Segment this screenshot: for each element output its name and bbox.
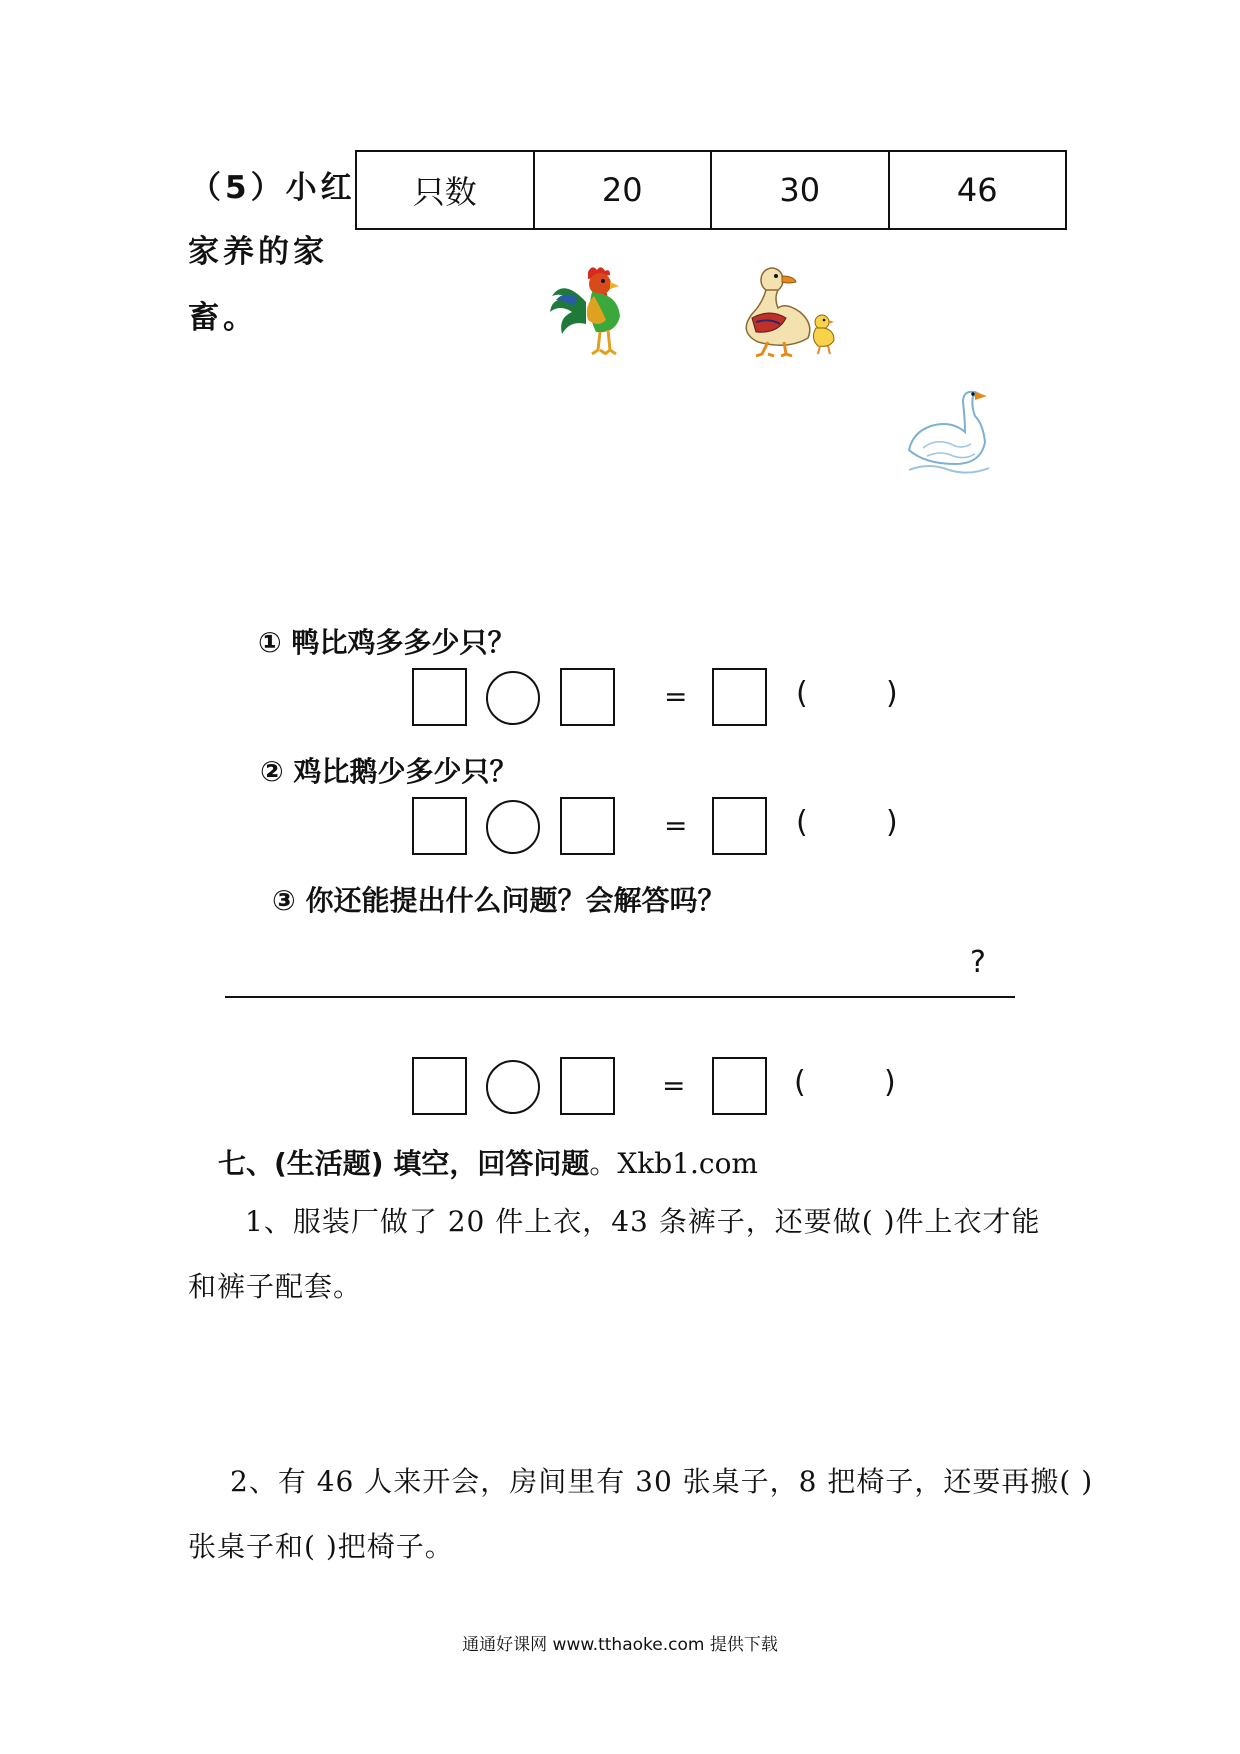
answer-box[interactable] — [412, 797, 467, 855]
question-mark: ? — [970, 945, 986, 980]
answer-line[interactable] — [225, 996, 1015, 998]
equation-row-3 — [412, 1055, 932, 1119]
answer-box[interactable] — [560, 668, 615, 726]
unit-paren-close: ) — [886, 805, 898, 840]
equation-row-1 — [412, 666, 932, 730]
problem-2-line-1: 2、有 46 人来开会，房间里有 30 张桌子，8 把椅子，还要再搬( ) — [230, 1465, 1094, 1498]
answer-box[interactable] — [412, 668, 467, 726]
equals-sign: = — [662, 1069, 686, 1102]
section7-title-bold: 七、(生活题) 填空，回答问题 — [218, 1147, 590, 1180]
unit-paren-close: ) — [886, 676, 898, 711]
equation-row-2 — [412, 795, 932, 859]
section5-line-2: 家养的家 — [188, 234, 328, 270]
equals-sign: = — [664, 680, 688, 713]
table-cell-label: 只数 — [356, 151, 534, 229]
table-row — [356, 151, 1066, 229]
section5-line-3: 畜。 — [188, 300, 258, 336]
table-cell-chicken: 20 — [534, 151, 712, 229]
problem-1-line-2: 和裤子配套。 — [188, 1270, 363, 1303]
equals-sign: = — [664, 809, 688, 842]
unit-paren-close: ) — [884, 1065, 896, 1100]
table-cell-goose: 46 — [889, 151, 1067, 229]
problem-2-line-2: 张桌子和( )把椅子。 — [188, 1530, 454, 1563]
problem-1-line-1: 1、服装厂做了 20 件上衣，43 条裤子，还要做( )件上衣才能 — [245, 1205, 1041, 1238]
unit-paren-open: ( — [794, 1065, 806, 1100]
answer-box[interactable] — [412, 1057, 467, 1115]
swan-icon — [905, 382, 997, 478]
count-table — [355, 150, 1067, 230]
question-1: ① 鸭比鸡多多少只？ — [258, 626, 516, 659]
question-2: ② 鸡比鹅少多少只？ — [260, 755, 518, 788]
table-cell-duck: 30 — [711, 151, 889, 229]
duck-icon — [738, 262, 842, 362]
section7-title — [218, 1142, 758, 1182]
question-3: ③ 你还能提出什么问题？会解答吗？ — [272, 884, 726, 917]
page-footer: 通通好课网 www.tthaoke.com 提供下载 — [462, 1635, 778, 1655]
operator-circle[interactable] — [486, 671, 540, 725]
answer-box[interactable] — [560, 1057, 615, 1115]
result-box[interactable] — [712, 668, 767, 726]
result-box[interactable] — [712, 1057, 767, 1115]
section5-line-1: （5）小红 — [190, 170, 356, 206]
section7-title-rest: 。Xkb1.com — [589, 1147, 758, 1180]
operator-circle[interactable] — [486, 800, 540, 854]
unit-paren-open: ( — [796, 676, 808, 711]
result-box[interactable] — [712, 797, 767, 855]
operator-circle[interactable] — [486, 1060, 540, 1114]
unit-paren-open: ( — [796, 805, 808, 840]
answer-box[interactable] — [560, 797, 615, 855]
rooster-icon — [548, 262, 630, 358]
